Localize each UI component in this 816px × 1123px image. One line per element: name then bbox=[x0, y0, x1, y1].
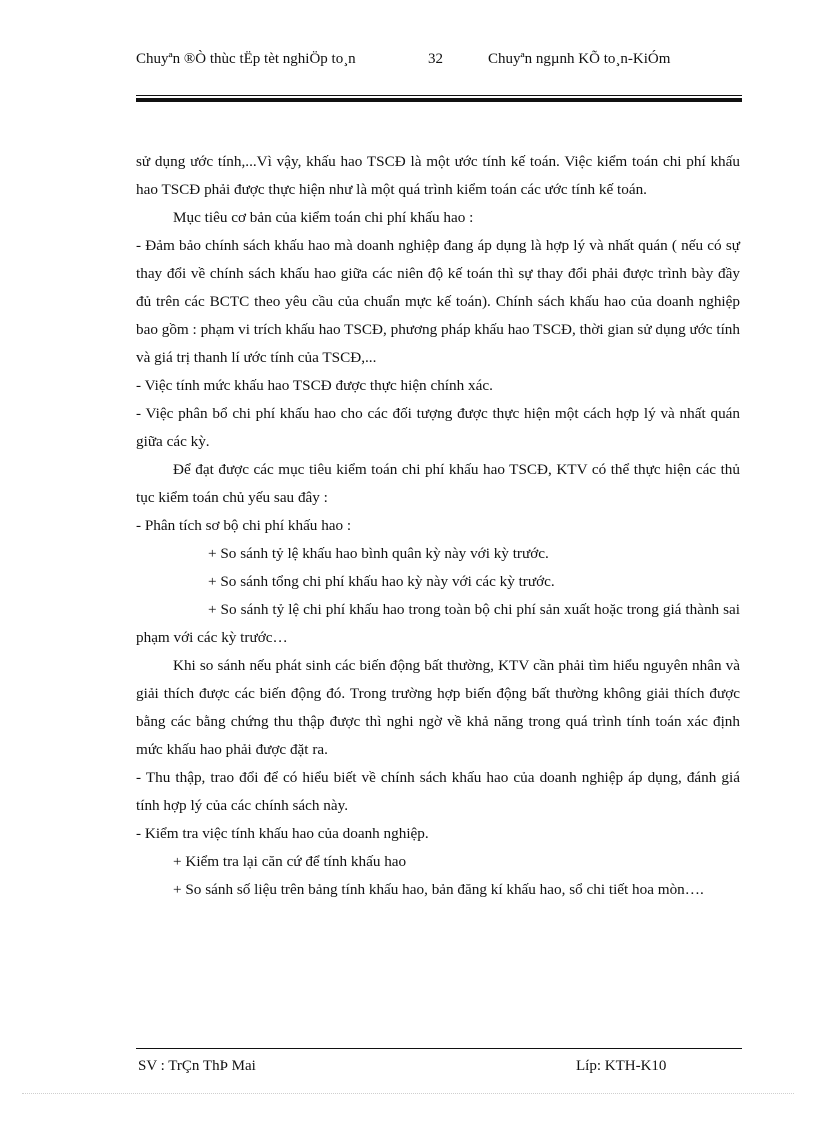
page-number: 32 bbox=[428, 51, 443, 67]
paragraph: sử dụng ước tính,...Vì vậy, khấu hao TSCĐ là một ước tính kế toán. Việc kiểm toán chi phí khấu hao TSCĐ phải được thực hiện như là một quá trình kiểm toán các ước tính kế toán. bbox=[136, 153, 740, 198]
paragraph: + So sánh số liệu trên bảng tính khấu hao, bản đăng kí khấu hao, sổ chi tiết hoa mòn…. bbox=[173, 881, 704, 898]
page-edge-divider bbox=[22, 1093, 794, 1094]
document-body bbox=[136, 148, 740, 904]
header-rule-thin bbox=[136, 95, 742, 96]
header-major-title: Chuyªn ngµnh KÕ to¸n-KiÓm bbox=[488, 51, 671, 67]
paragraph: Để đạt được các mục tiêu kiểm toán chi phí khấu hao TSCĐ, KTV có thể thực hiện các thủ tục kiểm toán chủ yếu sau đây : bbox=[136, 461, 740, 506]
paragraph: - Việc phân bổ chi phí khấu hao cho các đối tượng được thực hiện một cách hợp lý và nhất quán giữa các kỳ. bbox=[136, 405, 740, 450]
paragraph: Khi so sánh nếu phát sinh các biến động bất thường, KTV cần phải tìm hiểu nguyên nhân và giải thích được các biến động đó. Trong trường hợp biến động bất thường không giải thích được bằng các bằng chứng thu thập được thì nghi ngờ về khả năng trong quá trình tính toán xác định mức khấu hao phải được đặt ra. bbox=[136, 657, 740, 758]
paragraph: + So sánh tỷ lệ chi phí khấu hao trong toàn bộ chi phí sản xuất hoặc trong giá thành sai phạm với các kỳ trước… bbox=[136, 601, 740, 646]
paragraph: + Kiểm tra lại căn cứ để tính khấu hao bbox=[173, 853, 407, 870]
header-rule-thick bbox=[136, 98, 742, 102]
paragraph: - Phân tích sơ bộ chi phí khấu hao : bbox=[136, 517, 352, 534]
paragraph: - Kiểm tra việc tính khấu hao của doanh nghiệp. bbox=[136, 825, 429, 842]
page-header bbox=[136, 47, 742, 97]
paragraph: + So sánh tỷ lệ khấu hao bình quân kỳ này với kỳ trước. bbox=[208, 545, 549, 562]
paragraph: - Đảm bảo chính sách khấu hao mà doanh nghiệp đang áp dụng là hợp lý và nhất quán ( nếu có sự thay đổi về chính sách khấu hao giữa các niên độ kế toán thì sự thay đổi phải được trình bày đầy đủ trên các BCTC theo yêu cầu của chuẩn mực kế toán). Chính sách khấu hao của doanh nghiệp bao gồm : phạm vi trích khấu hao TSCĐ, phương pháp khấu hao TSCĐ, thời gian sử dụng ước tính và giá trị thanh lí ước tính của TSCĐ,... bbox=[136, 237, 740, 366]
paragraph: + So sánh tổng chi phí khấu hao kỳ này với các kỳ trước. bbox=[208, 573, 555, 590]
paragraph: - Việc tính mức khấu hao TSCĐ được thực hiện chính xác. bbox=[136, 377, 493, 394]
paragraph: - Thu thập, trao đổi để có hiểu biết về chính sách khấu hao của doanh nghiệp áp dụng, đánh giá tính hợp lý của các chính sách này. bbox=[136, 769, 740, 814]
paragraph: Mục tiêu cơ bản của kiểm toán chi phí khấu hao : bbox=[173, 209, 474, 226]
footer-class: Líp: KTH-K10 bbox=[576, 1058, 667, 1074]
footer-student-name: SV : TrÇn ThÞ Mai bbox=[138, 1058, 256, 1074]
footer-rule bbox=[136, 1048, 742, 1049]
header-thesis-title: Chuyªn ®Ò thùc tËp tèt nghiÖp to¸n bbox=[136, 51, 356, 67]
